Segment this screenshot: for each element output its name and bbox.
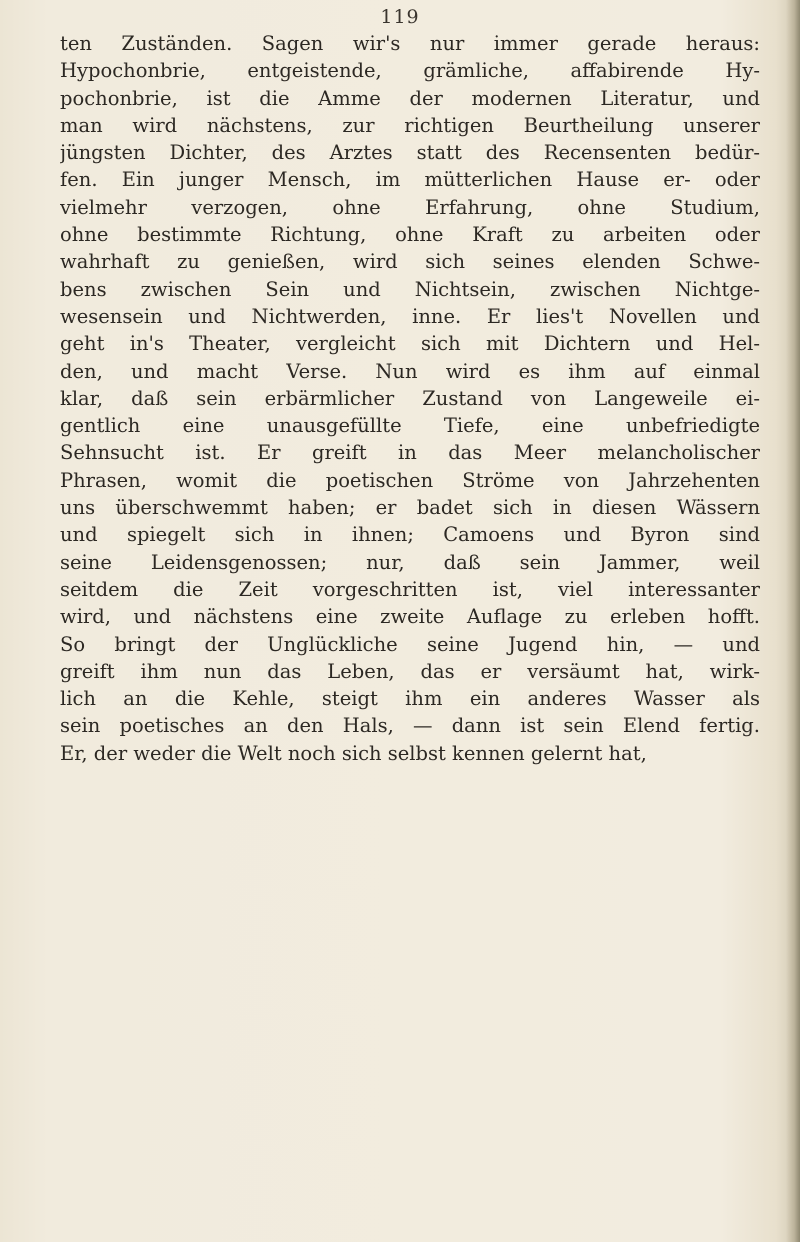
text-line: bens zwischen Sein und Nichtsein, zwischen Nichtge- <box>60 277 760 301</box>
text-line: seitdem die Zeit vorgeschritten ist, viel interessanter <box>60 577 760 601</box>
text-line: wesensein und Nichtwerden, inne. Er lies't Novellen und <box>60 304 760 328</box>
page-number: 119 <box>380 6 420 28</box>
text-line: wahrhaft zu genießen, wird sich seines elenden Schwe- <box>60 250 760 274</box>
text-line: Sehnsucht ist. Er greift in das Meer melancholischer <box>60 441 760 465</box>
page-edge-shadow <box>786 0 800 1242</box>
text-line: klar, daß sein erbärmlicher Zustand von Langeweile ei- <box>60 386 760 410</box>
text-line: lich an die Kehle, steigt ihm ein anderes Wasser als <box>60 687 760 711</box>
text-line: ohne bestimmte Richtung, ohne Kraft zu arbeiten oder <box>60 223 760 247</box>
body-text <box>60 30 760 767</box>
text-line: vielmehr verzogen, ohne Erfahrung, ohne Studium, <box>60 195 760 219</box>
text-line: den, und macht Verse. Nun wird es ihm auf einmal <box>60 359 760 383</box>
text-line: Phrasen, womit die poetischen Ströme von Jahrzehenten <box>60 468 760 492</box>
text-line: man wird nächstens, zur richtigen Beurtheilung unserer <box>60 113 760 137</box>
text-line: Er, der weder die Welt noch sich selbst kennen gelernt hat, <box>60 741 647 765</box>
text-line: wird, und nächstens eine zweite Auflage zu erleben hofft. <box>60 605 760 629</box>
text-line: fen. Ein junger Mensch, im mütterlichen Hause er- oder <box>60 168 760 192</box>
text-line: ten Zuständen. Sagen wir's nur immer gerade heraus: <box>60 32 760 55</box>
text-line: und spiegelt sich in ihnen; Camoens und Byron sind <box>60 523 760 547</box>
text-line: pochonbrie, ist die Amme der modernen Literatur, und <box>60 86 760 110</box>
text-line: uns überschwemmt haben; er badet sich in diesen Wässern <box>60 496 760 520</box>
text-line: seine Leidensgenossen; nur, daß sein Jammer, weil <box>60 550 760 574</box>
text-line: gentlich eine unausgefüllte Tiefe, eine unbefriedigte <box>60 414 760 438</box>
text-line: greift ihm nun das Leben, das er versäumt hat, wirk- <box>60 659 760 683</box>
text-line: geht in's Theater, vergleicht sich mit Dichtern und Hel- <box>60 332 760 356</box>
text-line: jüngsten Dichter, des Arztes statt des Recensenten bedür- <box>60 141 760 165</box>
text-line: Hypochonbrie, entgeistende, grämliche, affabirende Hy- <box>60 59 760 83</box>
text-line: sein poetisches an den Hals, — dann ist sein Elend fertig. <box>60 714 760 738</box>
text-line: So bringt der Unglückliche seine Jugend hin, — und <box>60 632 760 656</box>
